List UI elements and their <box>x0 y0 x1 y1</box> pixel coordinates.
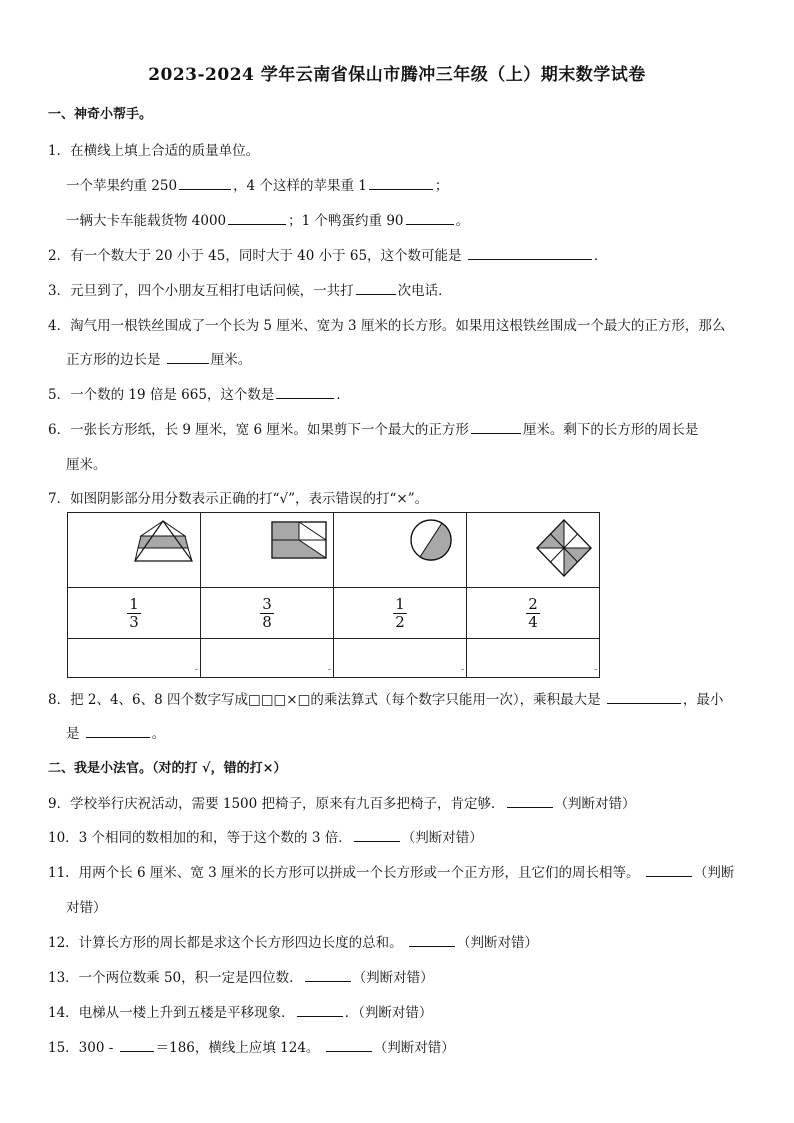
question-text: 6．一张长方形纸，长 9 厘米，宽 6 厘米。如果剪下一个最大的正方形 <box>48 422 469 438</box>
question-text: ，最小 <box>682 692 724 708</box>
question-text: ． <box>336 387 350 403</box>
fraction-numerator: 1 <box>395 594 405 613</box>
question-10 <box>48 826 483 846</box>
question-13 <box>48 966 434 986</box>
question-8-line-1 <box>48 688 723 708</box>
section-heading-2: 二、我是小法官。（对的打 √，错的打×） <box>48 761 287 776</box>
question-4-line-1: 4．淘气用一根铁丝围成了一个长为 5 厘米、宽为 3 厘米的长方形。如果用这根铁丝围成一个最大的正方形，那么 <box>48 318 726 334</box>
answer-blank[interactable] <box>354 828 400 842</box>
question-4-line-2 <box>66 348 251 368</box>
question-1-stem: 1．在横线上填上合适的质量单位。 <box>48 143 260 159</box>
answer-cell[interactable] <box>201 639 334 678</box>
question-text: 正方形的边长是 <box>66 352 161 368</box>
question-text: （判断 <box>693 865 735 881</box>
answer-blank[interactable] <box>228 211 286 225</box>
question-text: 5．一个数的 19 倍是 665，这个数是 <box>48 387 275 403</box>
answer-blank[interactable] <box>471 420 521 434</box>
question-text: ； <box>434 178 449 194</box>
answer-blank[interactable] <box>646 863 692 877</box>
fraction-cell <box>68 588 201 639</box>
fraction-denominator: 3 <box>129 612 139 631</box>
question-text: （判断对错） <box>373 1040 455 1056</box>
fraction-denominator: 4 <box>528 612 538 631</box>
question-text: 一辆大卡车能载货物 4000 <box>66 213 227 229</box>
question-text: 。 <box>455 213 470 229</box>
answer-blank[interactable] <box>326 1038 372 1052</box>
answer-blank[interactable] <box>179 176 231 190</box>
fraction-cell <box>334 588 467 639</box>
split-rectangle-figure <box>271 521 329 561</box>
question-8-line-2 <box>66 722 165 742</box>
question-text: ，4 个这样的苹果重 1 <box>233 178 367 194</box>
question-9 <box>48 792 636 812</box>
answer-blank[interactable] <box>120 1038 154 1052</box>
question-text: ；1 个鸭蛋约重 90 <box>288 213 404 229</box>
fraction-cell <box>467 588 600 639</box>
section-heading-1: 一、神奇小帮手。 <box>48 107 153 122</box>
fraction-cell <box>201 588 334 639</box>
question-text: 13．一个两位数乘 50，积一定是四位数． <box>48 970 303 986</box>
question-text: （判断对错） <box>352 970 434 986</box>
question-1-line-2 <box>66 209 469 229</box>
fraction-2-4 <box>526 596 540 631</box>
question-3 <box>48 279 452 299</box>
figure-cell-rectangle <box>201 513 334 588</box>
question-11-line-2: 对错） <box>66 900 107 916</box>
answer-blank[interactable] <box>305 968 351 982</box>
question-text: ＝186，横线上应填 124。 <box>155 1040 320 1056</box>
question-text: 3．元旦到了，四个小朋友互相打电话问候，一共打 <box>48 283 354 299</box>
question-text: 9．学校举行庆祝活动，需要 1500 把椅子，原来有九百多把椅子，肯定够． <box>48 796 505 812</box>
fraction-3-8 <box>260 596 274 631</box>
answer-blank[interactable] <box>369 176 433 190</box>
question-6-line-2: 厘米。 <box>66 457 107 473</box>
question-text: 15．300 - <box>48 1040 114 1056</box>
cell-mark: - <box>460 665 464 675</box>
answer-cell[interactable] <box>68 639 201 678</box>
figure-cell-triangle <box>68 513 201 588</box>
question-6-line-1 <box>48 418 698 438</box>
question-text: （判断对错） <box>456 935 538 951</box>
fraction-numerator: 2 <box>528 594 538 613</box>
answer-blank[interactable] <box>607 690 681 704</box>
answer-cell[interactable] <box>467 639 600 678</box>
question-15 <box>48 1036 455 1056</box>
question-text: （判断对错） <box>554 796 636 812</box>
question-text: 厘米。 <box>210 352 252 368</box>
answer-blank[interactable] <box>167 350 209 364</box>
question-text: ． <box>593 248 608 264</box>
question-text: 11．用两个长 6 厘米、宽 3 厘米的长方形可以拼成一个长方形或一个正方形，且它们的周长相等。 <box>48 865 640 881</box>
answer-blank[interactable] <box>356 281 396 295</box>
figure-cell-circle <box>334 513 467 588</box>
question-text: 是 <box>66 726 80 742</box>
fraction-numerator: 1 <box>129 594 139 613</box>
answer-blank[interactable] <box>297 1003 343 1017</box>
question-1-line-1 <box>66 174 448 194</box>
question-text: （判断对错） <box>401 830 483 846</box>
question-12 <box>48 931 538 951</box>
question-text: 厘米。剩下的长方形的周长是 <box>522 422 699 438</box>
page-title: 2023-2024 学年云南省保山市腾冲三年级（上）期末数学试卷 <box>148 65 646 85</box>
answer-blank[interactable] <box>406 211 454 225</box>
answer-blank[interactable] <box>276 385 334 399</box>
fraction-numerator: 3 <box>262 594 272 613</box>
cell-mark: - <box>593 665 597 675</box>
answer-cell[interactable] <box>334 639 467 678</box>
question-11-line-1 <box>48 861 734 881</box>
fraction-denominator: 2 <box>395 612 405 631</box>
striped-triangle-figure <box>134 519 196 567</box>
question-text: 8．把 2、4、6、8 四个数字写成□□□×□的乘法算式（每个数字只能用一次），乘积最大是 <box>48 692 601 708</box>
question-14 <box>48 1001 432 1021</box>
cell-mark: - <box>327 665 331 675</box>
question-text: 14．电梯从一楼上升到五楼是平移现象． <box>48 1005 295 1021</box>
answer-blank[interactable] <box>86 724 150 738</box>
fraction-figure-table <box>67 512 600 678</box>
question-text: 2．有一个数大于 20 小于 45，同时大于 40 小于 65，这个数可能是 <box>48 248 462 264</box>
figure-cell-diamond <box>467 513 600 588</box>
fraction-1-3 <box>127 596 141 631</box>
fraction-1-2 <box>393 596 407 631</box>
shaded-diamond-figure <box>535 519 593 577</box>
question-5 <box>48 383 350 403</box>
question-text: ．（判断对错） <box>344 1005 433 1021</box>
question-text: 一个苹果约重 250 <box>66 178 178 194</box>
question-text: 12．计算长方形的周长都是求这个长方形四边长度的总和。 <box>48 935 403 951</box>
answer-blank[interactable] <box>507 794 553 808</box>
question-text: 。 <box>151 726 166 742</box>
answer-blank[interactable] <box>468 246 592 260</box>
question-2 <box>48 244 607 264</box>
question-text: 次电话． <box>397 283 452 299</box>
answer-blank[interactable] <box>409 933 455 947</box>
question-7-stem: 7．如图阴影部分用分数表示正确的打“√”，表示错误的打“×”。 <box>48 491 429 507</box>
question-text: 10．3 个相同的数相加的和，等于这个数的 3 倍． <box>48 830 352 846</box>
cell-mark: - <box>194 665 198 675</box>
half-shaded-circle-figure <box>408 517 454 563</box>
fraction-denominator: 8 <box>262 612 272 631</box>
